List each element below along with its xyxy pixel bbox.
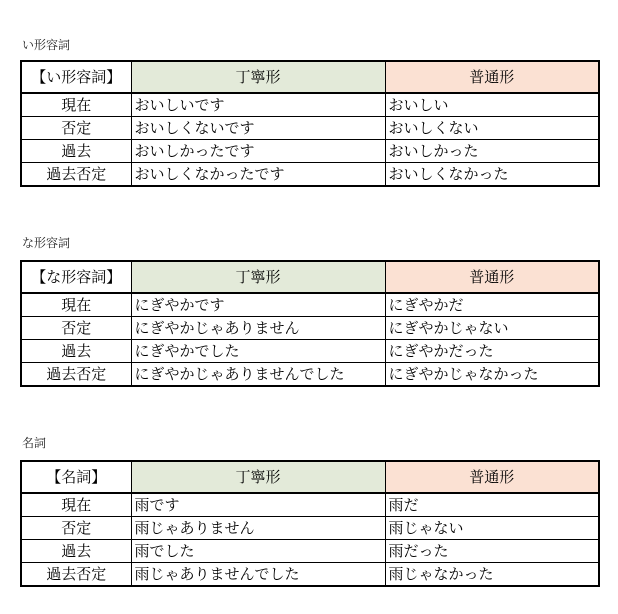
header-word-type: 【な形容詞】 [21,261,131,293]
header-polite-form: 丁寧形 [131,261,385,293]
table-row [21,293,599,317]
section-title-noun: 名詞 [22,436,47,450]
polite-form-cell: おいしくなかったです [131,163,385,187]
conjugation-table-na-adjective [20,260,600,387]
row-label: 過去 [21,340,131,363]
conjugation-table-noun [20,460,600,587]
section-title-i-adjective: い形容詞 [22,38,71,52]
header-polite-form: 丁寧形 [131,461,385,493]
section-title-na-adjective: な形容詞 [22,236,71,250]
plain-form-cell: 雨じゃない [385,517,599,540]
table-row [21,340,599,363]
polite-form-cell: おいしいです [131,93,385,117]
table-header-row [21,261,599,293]
row-label: 過去 [21,540,131,563]
plain-form-cell: おいしかった [385,140,599,163]
polite-form-cell: おいしくないです [131,117,385,140]
table-row [21,93,599,117]
header-word-type: 【名詞】 [21,461,131,493]
header-plain-form: 普通形 [385,461,599,493]
plain-form-cell: 雨だ [385,493,599,517]
polite-form-cell: 雨でした [131,540,385,563]
polite-form-cell: 雨じゃありませんでした [131,563,385,587]
table-header-row [21,461,599,493]
plain-form-cell: にぎやかだった [385,340,599,363]
header-plain-form: 普通形 [385,61,599,93]
plain-form-cell: 雨じゃなかった [385,563,599,587]
table-row [21,117,599,140]
table-row [21,540,599,563]
plain-form-cell: にぎやかじゃなかった [385,363,599,387]
row-label: 現在 [21,93,131,117]
table-row [21,493,599,517]
polite-form-cell: おいしかったです [131,140,385,163]
row-label: 過去否定 [21,163,131,187]
row-label: 過去否定 [21,563,131,587]
row-label: 現在 [21,293,131,317]
table-row [21,363,599,387]
table-row [21,163,599,187]
polite-form-cell: にぎやかでした [131,340,385,363]
plain-form-cell: にぎやかだ [385,293,599,317]
row-label: 否定 [21,117,131,140]
table-row [21,140,599,163]
polite-form-cell: 雨じゃありません [131,517,385,540]
plain-form-cell: おいしい [385,93,599,117]
row-label: 過去否定 [21,363,131,387]
conjugation-table-i-adjective [20,60,600,187]
plain-form-cell: おいしくない [385,117,599,140]
row-label: 現在 [21,493,131,517]
row-label: 過去 [21,140,131,163]
row-label: 否定 [21,517,131,540]
table-row [21,317,599,340]
row-label: 否定 [21,317,131,340]
plain-form-cell: にぎやかじゃない [385,317,599,340]
polite-form-cell: にぎやかじゃありませんでした [131,363,385,387]
plain-form-cell: 雨だった [385,540,599,563]
table-row [21,563,599,587]
header-plain-form: 普通形 [385,261,599,293]
polite-form-cell: にぎやかじゃありません [131,317,385,340]
table-row [21,517,599,540]
header-polite-form: 丁寧形 [131,61,385,93]
plain-form-cell: おいしくなかった [385,163,599,187]
table-header-row [21,61,599,93]
polite-form-cell: 雨です [131,493,385,517]
header-word-type: 【い形容詞】 [21,61,131,93]
polite-form-cell: にぎやかです [131,293,385,317]
